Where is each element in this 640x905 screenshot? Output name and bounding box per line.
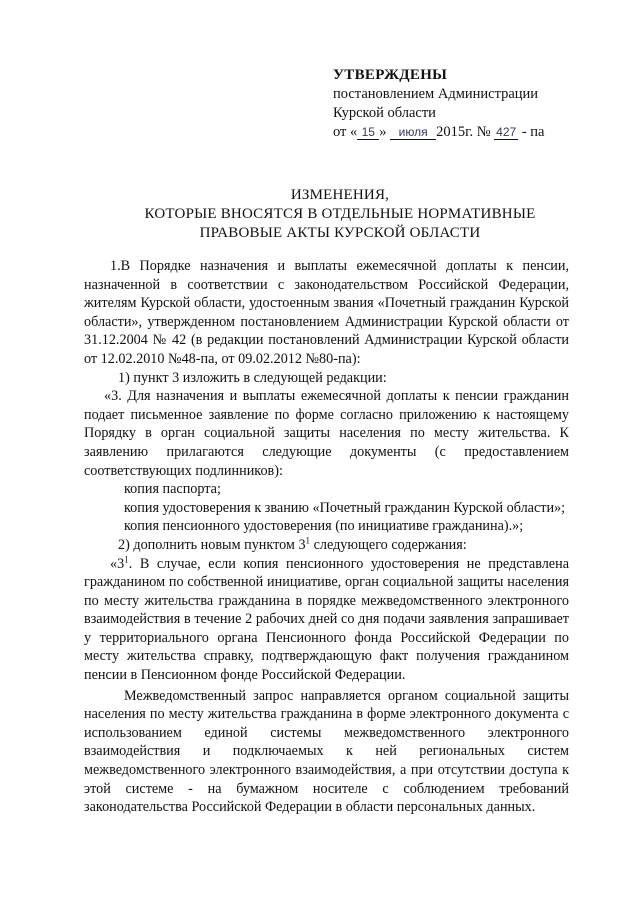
paragraph-1: 1.В Порядке назначения и выплаты ежемесячной доплаты к пенсии, назначенной в соответствии с законодательством Российской Федерации, жителям Курской области, удостоенным звания «Почетный гражданин Курской области», утвержденном постановлением Администрации Курской области от 31.12.2004 № 42 (в редакции постановлений Администрации Курской области от 12.02.2010 №48-па, от 09.02.2012 №80-па): [84, 258, 569, 367]
paragraph-7 [84, 536, 569, 555]
date-month-handwritten: июля [390, 125, 436, 140]
paragraph-6: копия пенсионного удостоверения (по инициативе гражданина).»; [124, 518, 524, 535]
document-body [84, 257, 569, 817]
date-year: 2015г. № [436, 124, 491, 140]
approval-date-line [333, 123, 613, 142]
title-line-2: КОТОРЫЕ ВНОСЯТСЯ В ОТДЕЛЬНЫЕ НОРМАТИВНЫЕ [144, 206, 536, 222]
title-line-1: ИЗМЕНЕНИЯ, [290, 187, 390, 203]
paragraph-8-text-a: «3 [110, 555, 125, 572]
paragraph-7-text-b: следующего содержания: [310, 536, 467, 553]
date-suffix: - па [521, 124, 545, 140]
paragraph-8-superscript: 1 [124, 553, 129, 564]
paragraph-8 [84, 555, 569, 685]
date-prefix: от « [333, 124, 358, 140]
approval-line-1: постановлением Администрации [333, 86, 539, 102]
paragraph-7-superscript: 1 [305, 535, 311, 546]
paragraph-7-text-a: 2) дополнить новым пунктом 3 [118, 536, 306, 553]
paragraph-8-text-b: . В случае, если копия пенсионного удостоверения не представлена гражданином по собственной инициативе, орган социальной защиты населения по месту жительства гражданина в порядке межведомственного электронного взаимодействия в течение 2 рабочих дней со дня подачи заявления запрашивает у территориального органа Пенсионного фонда Российской Федерации по месту жительства справку, подтверждающую факт получения гражданином пенсии в Пенсионном фонде Российской Федерации. [84, 555, 569, 684]
approval-title: УТВЕРЖДЕНЫ [333, 67, 448, 83]
date-day-handwritten: 15 [357, 125, 379, 140]
document-number-handwritten: 427 [496, 125, 517, 139]
paragraph-2: 1) пункт 3 изложить в следующей редакции: [118, 369, 387, 386]
date-quote-close: » [379, 124, 387, 140]
title-line-3: ПРАВОВЫЕ АКТЫ КУРСКОЙ ОБЛАСТИ [199, 225, 481, 241]
paragraph-5: копия удостоверения к званию «Почетный гражданин Курской области»; [124, 499, 566, 516]
approval-line-2: Курской области [333, 105, 436, 121]
approval-block [333, 66, 613, 142]
document-title [60, 186, 620, 243]
paragraph-9: Межведомственный запрос направляется органом социальной защиты населения по месту жительства гражданина в форме электронного документа с использованием единой системы межведомственного электронного взаимодействия и подключаемых к ней региональных систем межведомственного электронного взаимодействия, а при отсутствии доступа к этой системе - на бумажном носителе с соблюдением требований законодательства Российской Федерации в области персональных данных. [84, 687, 569, 816]
paragraph-3: «3. Для назначения и выплаты ежемесячной доплаты к пенсии гражданин подает письменное заявление по форме согласно приложению к настоящему Порядку в орган социальной защиты населения по месту жительства. К заявлению прилагаются следующие документы (с предоставлением соответствующих подлинников): [84, 388, 569, 479]
paragraph-4: копия паспорта; [124, 481, 221, 498]
